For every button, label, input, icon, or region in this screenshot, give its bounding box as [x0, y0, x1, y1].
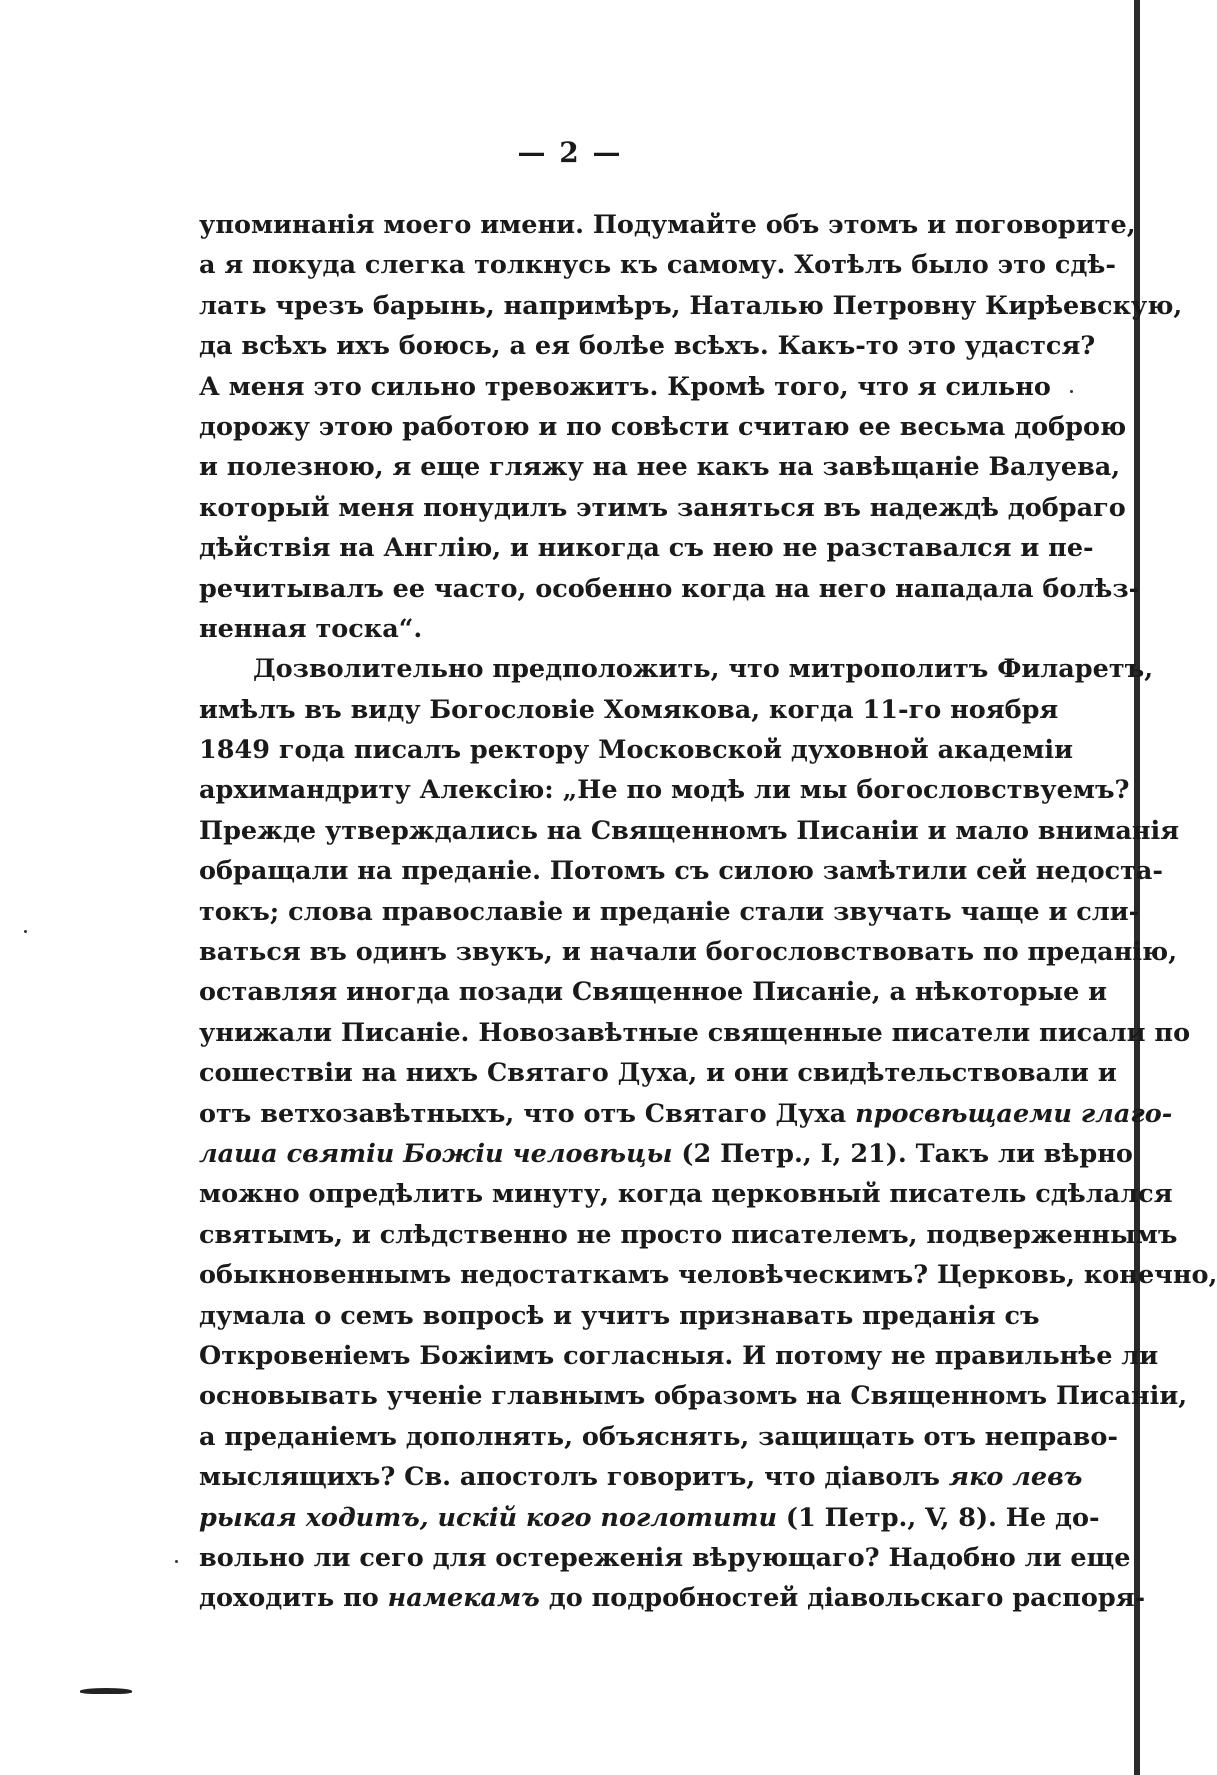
- text-line: [199, 1498, 1100, 1538]
- italic-text: просвѣщаеми глаго-: [855, 1098, 1173, 1129]
- italic-text: яко левъ: [948, 1462, 1083, 1493]
- text-run: можно опредѣлить минуту, когда церковный писатель сдѣлался: [199, 1179, 1173, 1210]
- text-run: который меня понудилъ этимъ заняться въ надеждѣ добраго: [199, 492, 1126, 523]
- text-line: [199, 609, 1027, 649]
- text-line: [199, 1417, 1118, 1457]
- text-line: [199, 972, 1108, 1012]
- text-line: [199, 892, 1140, 932]
- text-line: [199, 1255, 1217, 1295]
- text-run: обращали на преданіе. Потомъ съ силою замѣтили сей недоста-: [199, 856, 1164, 887]
- text-line: [199, 488, 1126, 528]
- scan-speck: [24, 930, 27, 933]
- text-line: [199, 286, 1183, 326]
- text-line: [199, 245, 1116, 285]
- text-line: [199, 1336, 1159, 1376]
- text-run: токъ; слова православіе и преданіе стали звучать чаще и сли-: [199, 896, 1140, 927]
- text-run: а я покуда слегка толкнусь къ самому. Хотѣлъ было это сдѣ-: [199, 250, 1116, 281]
- text-line: [199, 1134, 1133, 1174]
- scan-speck: [1070, 390, 1073, 393]
- text-run: до подробностей діавольскаго распоря-: [539, 1583, 1146, 1614]
- text-line: [199, 1013, 1191, 1053]
- text-line: [199, 1215, 1178, 1255]
- text-run: оставляя иногда позади Священное Писаніе, а нѣкоторые и: [199, 977, 1108, 1008]
- text-run: 1849 года писалъ ректору Московской духовной академіи: [199, 735, 1074, 766]
- text-run: и полезною, я еще гляжу на нее какъ на завѣщаніе Валуева,: [199, 452, 1121, 483]
- text-line: [199, 1053, 1117, 1093]
- text-run: да всѣхъ ихъ боюсь, а ея болѣе всѣхъ. Какъ-то это удастся?: [199, 331, 1096, 362]
- text-line: [199, 770, 1130, 810]
- text-run: святымъ, и слѣдственно не просто писателемъ, подверженнымъ: [199, 1219, 1178, 1250]
- page-edge-shadow: [1134, 0, 1140, 1775]
- text-line: [199, 1296, 1040, 1336]
- text-run: сошествіи на нихъ Святаго Духа, и они свидѣтельствовали и: [199, 1058, 1117, 1089]
- text-run: унижали Писаніе. Новозавѣтные священные писатели писали по: [199, 1017, 1191, 1048]
- text-run: думала о семъ вопросѣ и учитъ признавать преданія съ: [199, 1300, 1040, 1331]
- text-run: а преданіемъ дополнять, объяснять, защищать отъ неправо-: [199, 1421, 1118, 1452]
- text-line: [199, 1457, 1083, 1497]
- text-run: упоминанія моего имени. Подумайте объ этомъ и поговорите,: [199, 210, 1136, 240]
- text-run: (1 Петр., V, 8). Не до-: [777, 1502, 1100, 1533]
- italic-text: лаша святіи Божіи человѣцы: [199, 1138, 673, 1169]
- text-line: [199, 811, 1180, 851]
- text-line: [199, 1376, 1188, 1416]
- text-line: [199, 730, 1074, 770]
- text-line: [199, 407, 1127, 447]
- text-run: архимандриту Алексію: „Не по модѣ ли мы богословствуемъ?: [199, 775, 1130, 806]
- scan-speck: [175, 1560, 178, 1563]
- text-line: [199, 447, 1121, 487]
- italic-text: рыкая ходитъ, искій кого поглотити: [199, 1502, 778, 1533]
- text-line: [199, 851, 1164, 891]
- text-line: [199, 367, 1051, 407]
- text-line: [199, 690, 1059, 730]
- text-run: Дозволительно предположить, что митрополитъ Филаретъ,: [253, 654, 1154, 685]
- text-line: [199, 569, 1140, 609]
- scan-smudge: [80, 1688, 132, 1694]
- italic-text: намекамъ: [387, 1583, 540, 1614]
- text-run: дорожу этою работою и по совѣсти считаю ее весьма доброю: [199, 411, 1127, 442]
- text-run: вольно ли сего для остереженія вѣрующаго? Надобно ли еще: [199, 1542, 1131, 1573]
- text-run: лать чрезъ барынь, напримѣръ, Наталью Петровну Кирѣевскую,: [199, 290, 1183, 321]
- text-run: ваться въ одинъ звукъ, и начали богословствовать по преданію,: [199, 937, 1178, 968]
- text-line: [199, 1094, 1173, 1134]
- text-run: отъ ветхозавѣтныхъ, что отъ Святаго Духа: [199, 1098, 856, 1129]
- text-line: [199, 649, 1154, 689]
- text-line: [199, 326, 1096, 366]
- text-line: [199, 205, 1136, 245]
- text-line: [199, 1538, 1131, 1578]
- text-run: А меня это сильно тревожитъ. Кромѣ того, что я сильно: [199, 371, 1051, 402]
- text-line: [199, 1578, 1146, 1618]
- text-run: основывать ученіе главнымъ образомъ на Священномъ Писаніи,: [199, 1381, 1188, 1412]
- text-run: Прежде утверждались на Священномъ Писаніи и мало вниманія: [199, 815, 1180, 846]
- text-run: Откровеніемъ Божіимъ согласныя. И потому не правильнѣе ли: [199, 1340, 1159, 1371]
- page-number: — 2 —: [517, 136, 623, 169]
- text-run: речитывалъ ее часто, особенно когда на него нападала болѣз-: [199, 573, 1140, 604]
- text-line: [199, 1174, 1173, 1214]
- text-run: дѣйствія на Англію, и никогда съ нею не разставался и пе-: [199, 533, 1094, 564]
- text-line: [199, 528, 1094, 568]
- text-run: доходить по: [199, 1583, 388, 1614]
- text-run: (2 Петр., I, 21). Такъ ли вѣрно: [672, 1138, 1133, 1169]
- text-line: [199, 932, 1178, 972]
- body-text: [199, 205, 1217, 1619]
- text-run: мыслящихъ? Св. апостолъ говоритъ, что діаволъ: [199, 1462, 949, 1493]
- text-run: имѣлъ въ виду Богословіе Хомякова, когда 11-го ноября: [199, 694, 1059, 725]
- text-run: обыкновеннымъ недостаткамъ человѣческимъ? Церковь, конечно,: [199, 1260, 1217, 1291]
- text-run: ненная тоска“.: [199, 613, 423, 644]
